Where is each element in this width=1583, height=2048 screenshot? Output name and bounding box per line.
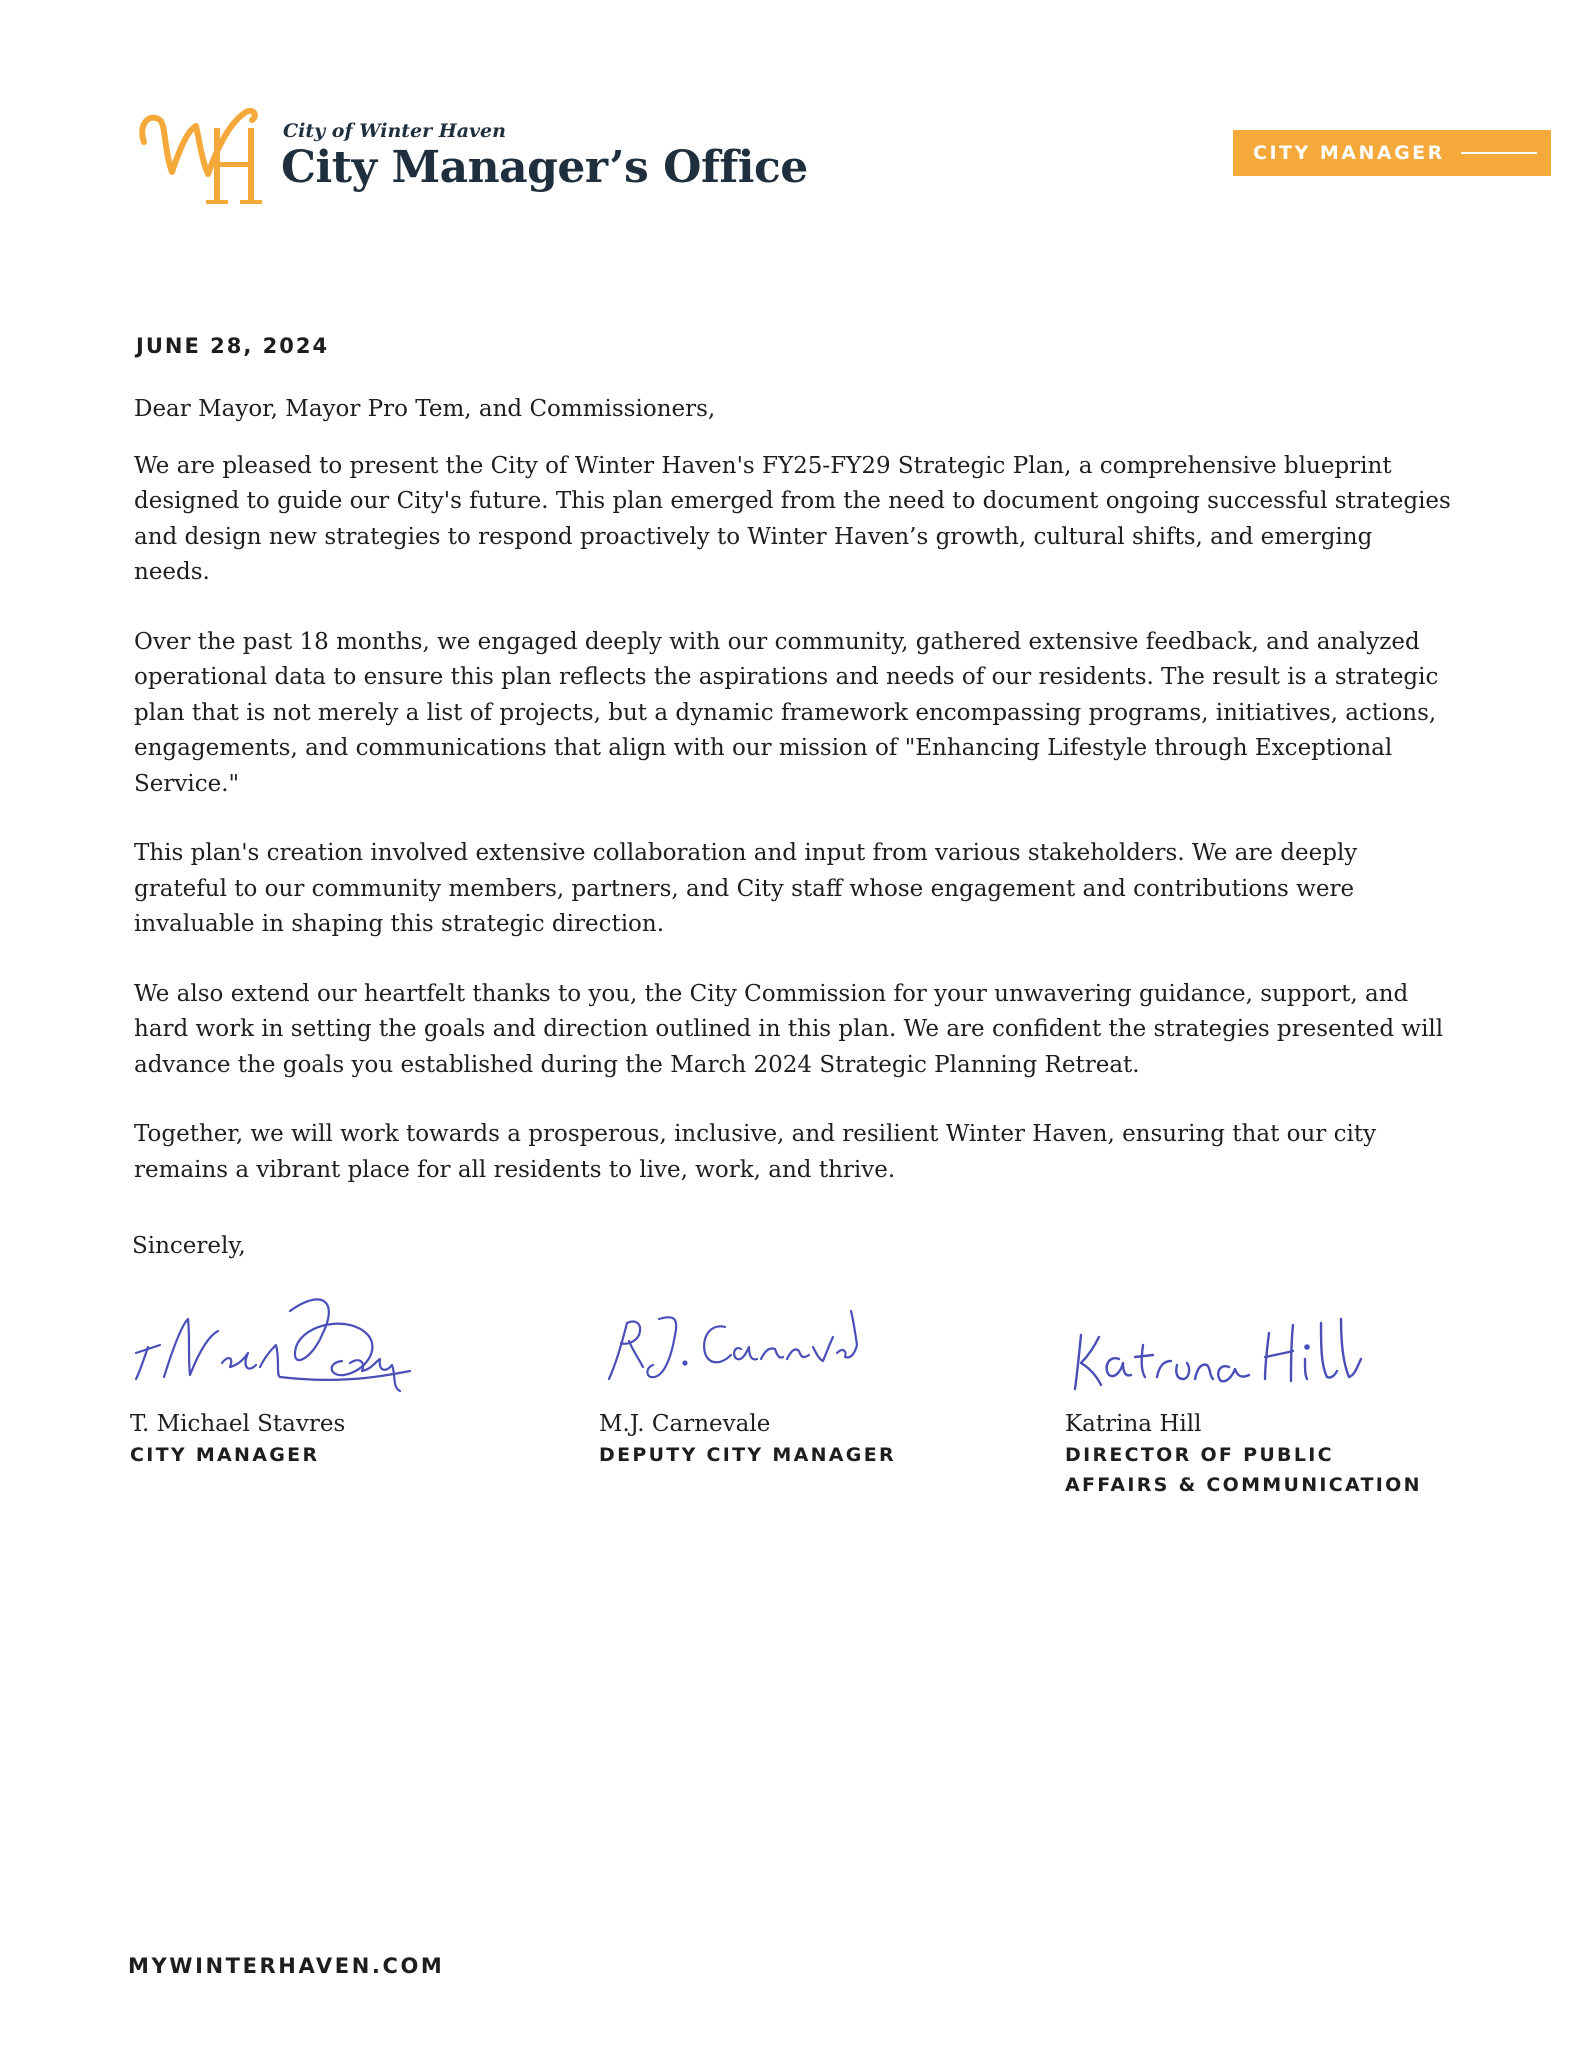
signer-name: M.J. Carnevale [599,1411,771,1437]
org-small-title: City of Winter Haven [283,120,506,142]
closing: Sincerely, [132,1233,246,1259]
letter-body [134,392,1452,1222]
paragraph-4: We also extend our heartfelt thanks to you, the City Commission for your unwavering guidance, support, and hard work in setting the goals and direction outlined in this plan. We are confident the strategies presented will advance the goals you established during the March 2024 Strategic Planning Retreat. [134,980,1444,1078]
signer-deputy-city-manager [599,1275,896,1470]
department-tag-rule [1461,152,1537,154]
signer-city-manager [130,1275,420,1470]
salutation: Dear Mayor, Mayor Pro Tem, and Commissioners, [134,396,716,422]
signature-hill [1065,1275,1365,1405]
paragraph-5: Together, we will work towards a prosperous, inclusive, and resilient Winter Haven, ensuring that our city remains a vibrant place for all residents to live, work, and thrive. [134,1121,1377,1183]
paragraph-2: Over the past 18 months, we engaged deeply with our community, gathered extensive feedback, and analyzed operational data to ensure this plan reflects the aspirations and needs of our residents. The result is a strategic plan that is not merely a list of projects, but a dynamic framework encompassing programs, initiatives, actions, engagements, and communications that align with our mission of "Enhancing Lifestyle through Exceptional Service." [134,628,1439,797]
footer-website-link[interactable]: MYWINTERHAVEN.COM [128,1954,445,1978]
signature-carnevale [599,1275,869,1405]
signer-name: T. Michael Stavres [130,1411,346,1437]
city-logo-icon [134,98,280,214]
page-title: City Manager’s Office [281,142,808,193]
department-tag-label: CITY MANAGER [1253,142,1445,164]
signer-title: CITY MANAGER [130,1444,320,1466]
paragraph-3: This plan's creation involved extensive collaboration and input from various stakeholders. We are deeply grateful to our community members, partners, and City staff whose engagement and contributions were invaluable in shaping this strategic direction. [134,840,1358,937]
signer-name: Katrina Hill [1065,1411,1202,1437]
signature-stavres [130,1275,420,1405]
paragraph-1: We are pleased to present the City of Winter Haven's FY25-FY29 Strategic Plan, a comprehensive blueprint designed to guide our City's future. This plan emerged from the need to document ongoing successful strategies and design new strategies to respond proactively to Winter Haven’s growth, cultural shifts, and emerging needs. [134,452,1451,585]
letter-date: JUNE 28, 2024 [136,334,330,358]
signer-title: DIRECTOR OF PUBLIC AFFAIRS & COMMUNICATION [1065,1444,1422,1496]
department-tag [1233,130,1551,176]
signer-director-public-affairs [1065,1275,1422,1500]
signer-title: DEPUTY CITY MANAGER [599,1444,896,1466]
